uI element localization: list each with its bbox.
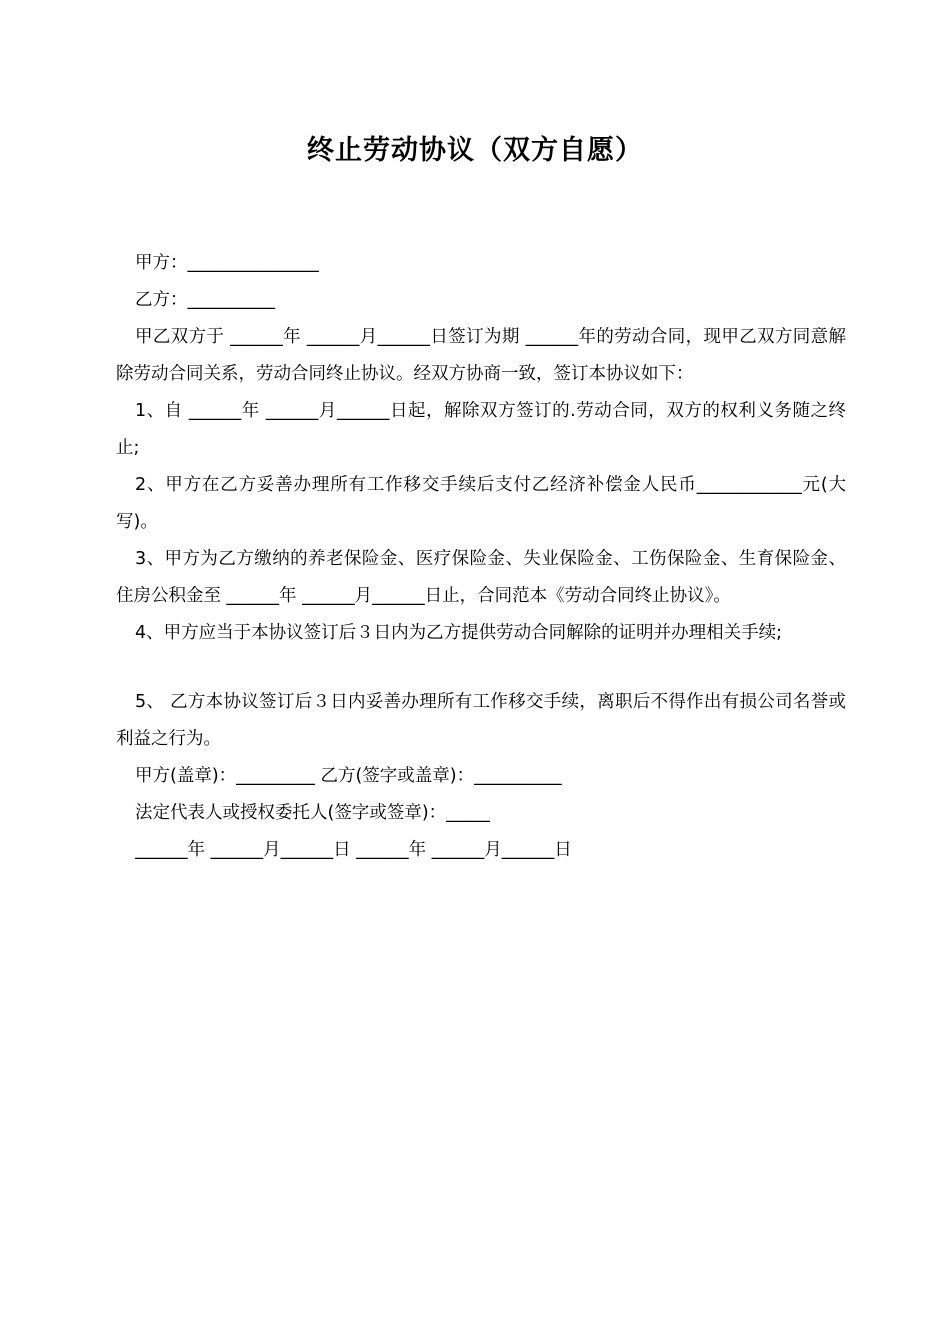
signature-line: 甲方(盖章)：_________ 乙方(签字或盖章)：__________ (135, 766, 562, 786)
intro-paragraph: 甲乙双方于 ______年 ______月______日签订为期 ______年的劳动合同，现甲乙双方同意解除劳动合同关系，劳动合同终止协议。经双方协商一致，签订本协议如下： (116, 327, 846, 384)
paragraph-gap (116, 652, 846, 684)
clause-2: 2、甲方在乙方妥善办理所有工作移交手续后支付乙经济补偿金人民币____________元(大写)。 (116, 475, 846, 532)
representative-line: 法定代表人或授权委托人(签字或签章)：_____ (135, 803, 490, 823)
date-line: ______年 ______月______日 ______年 ______月______日 (135, 840, 572, 860)
party-b-line: 乙方：__________ (135, 290, 275, 310)
clause-3: 3、甲方为乙方缴纳的养老保险金、医疗保险金、失业保险金、工伤保险金、生育保险金、住房公积金至 ______年 ______月______日止，合同范本《劳动合同终止协议》。 (116, 549, 846, 606)
clause-1: 1、自 ______年 ______月______日起，解除双方签订的.劳动合同，双方的权利义务随之终止; (116, 401, 846, 458)
clause-4: 4、甲方应当于本协议签订后３日内为乙方提供劳动合同解除的证明并办理相关手续; (135, 623, 783, 643)
clause-5: 5、 乙方本协议签订后３日内妥善办理所有工作移交手续，离职后不得作出有损公司名誉或利益之行为。 (116, 692, 846, 749)
document-body (116, 245, 846, 869)
document-title: 终止劳动协议（双方自愿） (307, 135, 643, 166)
party-a-line: 甲方：_______________ (135, 253, 319, 273)
